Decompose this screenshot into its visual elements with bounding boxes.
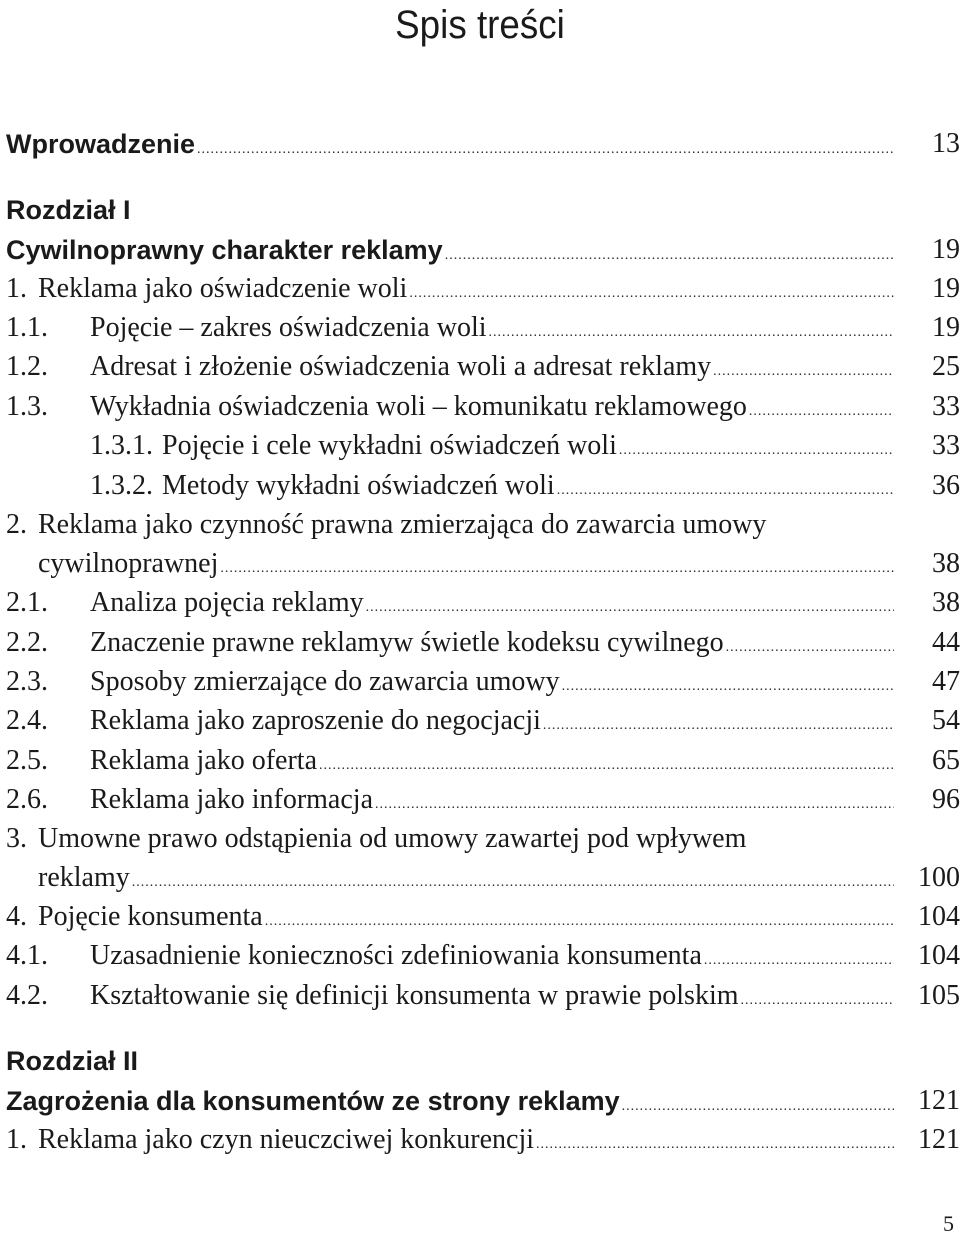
toc-entry-text: Pojęcie konsumenta xyxy=(38,901,263,932)
toc-page-number: 54 xyxy=(932,705,960,736)
toc-page-number: 47 xyxy=(932,666,960,697)
toc-page-number: 25 xyxy=(932,351,960,382)
toc-page-number: 104 xyxy=(918,940,960,971)
leader-dots xyxy=(619,431,894,471)
toc-entry xyxy=(6,976,960,1016)
toc-entry-chapter-1-title xyxy=(6,230,960,270)
toc-entry-text: Reklama jako czynność prawna zmierzająca do zawarcia umowy xyxy=(38,509,767,540)
toc-page-number: 121 xyxy=(918,1124,960,1155)
toc-entry xyxy=(6,741,960,781)
toc-page-number: 19 xyxy=(932,273,960,304)
toc-entry-number: 2.3. xyxy=(6,666,48,697)
leader-dots xyxy=(366,588,894,628)
toc-page-number: 19 xyxy=(932,312,960,343)
chapter-heading-1 xyxy=(6,190,960,230)
toc-entry-text: Znaczenie prawne reklamyw świetle kodeksu cywilnego xyxy=(90,627,724,658)
leader-dots xyxy=(713,352,894,392)
toc-entry xyxy=(6,780,960,820)
toc-page-number: 44 xyxy=(932,627,960,658)
toc-page-number: 121 xyxy=(918,1085,960,1116)
chapter-label: Rozdział II xyxy=(6,1046,139,1076)
toc-entry-text: Wykładnia oświadczenia woli – komunikatu reklamowego xyxy=(90,391,747,422)
toc-entry-number: 2.5. xyxy=(6,745,48,776)
toc-entry-text: Umowne prawo odstąpienia od umowy zawartej pod wpływem xyxy=(38,823,747,854)
toc-entry-text: Zagrożenia dla konsumentów ze strony reklamy xyxy=(6,1086,620,1116)
toc-entry-continuation xyxy=(6,544,960,584)
toc-entry xyxy=(6,662,960,702)
toc-page-number: 33 xyxy=(932,391,960,422)
toc-page-number: 96 xyxy=(932,784,960,815)
toc-entry xyxy=(6,505,960,545)
toc-entry-number: 2.6. xyxy=(6,784,48,815)
toc-entry-number: 4.2. xyxy=(6,980,48,1011)
toc-entry-number: 3. xyxy=(6,823,27,854)
toc-page-number: 19 xyxy=(932,234,960,265)
toc-entry-text: Sposoby zmierzające do zawarcia umowy xyxy=(90,666,560,697)
toc-entry xyxy=(6,936,960,976)
toc-entry xyxy=(6,583,960,623)
toc-page-number: 36 xyxy=(932,470,960,501)
toc-page-number: 13 xyxy=(932,128,960,159)
toc-entry-text: Cywilnoprawny charakter reklamy xyxy=(6,235,443,265)
toc-entry-text: Metody wykładni oświadczeń woli xyxy=(162,470,555,501)
toc-entry xyxy=(6,269,960,309)
toc-entry xyxy=(6,623,960,663)
toc-entry xyxy=(6,426,960,466)
toc-page-number: 105 xyxy=(918,980,960,1011)
toc-entry-wprowadzenie xyxy=(6,124,960,164)
toc-entry xyxy=(6,466,960,506)
toc-entry-number: 1.3.2. xyxy=(90,470,153,501)
toc-entry-text: Reklama jako czyn nieuczciwej konkurencji xyxy=(38,1124,535,1155)
page-title: Spis treści xyxy=(395,3,565,47)
toc-entry-number: 4. xyxy=(6,901,27,932)
toc-entry-number: 1. xyxy=(6,1124,27,1155)
toc-entry-number: 1.1. xyxy=(6,312,48,343)
toc-entry-text: Reklama jako informacja xyxy=(90,784,373,815)
toc-entry-chapter-2-title xyxy=(6,1081,960,1121)
toc-entry-number: 1.3.1. xyxy=(90,430,153,461)
toc-entry-text: Pojęcie – zakres oświadczenia woli xyxy=(90,312,487,343)
leader-dots xyxy=(536,1125,894,1165)
toc-entry xyxy=(6,308,960,348)
toc-entry-text: Reklama jako zaproszenie do negocjacji xyxy=(90,705,541,736)
leader-dots xyxy=(704,941,894,981)
toc-entry-number: 2. xyxy=(6,509,27,540)
toc-page-number: 38 xyxy=(932,548,960,579)
toc-entry-text: Kształtowanie się definicji konsumenta w prawie polskim xyxy=(90,980,739,1011)
toc-entry-text: Analiza pojęcia reklamy xyxy=(90,587,364,618)
toc-page-number: 38 xyxy=(932,587,960,618)
toc-entry xyxy=(6,819,960,859)
leader-dots xyxy=(197,130,894,170)
toc-entry-text: Pojęcie i cele wykładni oświadczeń woli xyxy=(162,430,617,461)
toc-page-number: 100 xyxy=(918,862,960,893)
chapter-label: Rozdział I xyxy=(6,195,131,225)
toc-page-number: 65 xyxy=(932,745,960,776)
toc-entry xyxy=(6,1120,960,1160)
chapter-heading-2 xyxy=(6,1041,960,1081)
toc-entry-text: Uzasadnienie konieczności zdefiniowania konsumenta xyxy=(90,940,702,971)
leader-dots xyxy=(543,706,894,746)
toc-entry-text: Reklama jako oświadczenie woli xyxy=(38,273,408,304)
toc-entry-text: Adresat i złożenie oświadczenia woli a adresat reklamy xyxy=(90,351,712,382)
toc-entry-text: reklamy xyxy=(38,862,130,893)
toc-entry-number: 2.4. xyxy=(6,705,48,736)
page-number: 5 xyxy=(943,1211,954,1236)
toc-entry xyxy=(6,701,960,741)
toc-page-number: 104 xyxy=(918,901,960,932)
toc-entry-text: Reklama jako oferta xyxy=(90,745,318,776)
toc-entry-number: 2.1. xyxy=(6,587,48,618)
leader-dots xyxy=(741,981,894,1021)
toc-entry-number: 1.3. xyxy=(6,391,48,422)
toc-entry-number: 2.2. xyxy=(6,627,48,658)
toc-entry-number: 4.1. xyxy=(6,940,48,971)
toc-entry xyxy=(6,387,960,427)
toc-entry-number: 1. xyxy=(6,273,27,304)
toc-entry-continuation xyxy=(6,858,960,898)
toc-entry xyxy=(6,897,960,937)
toc-entry-number: 1.2. xyxy=(6,351,48,382)
toc-entry-text: Wprowadzenie xyxy=(6,129,196,159)
toc-entry xyxy=(6,347,960,387)
toc-page-number: 33 xyxy=(932,430,960,461)
toc-entry-text: cywilnoprawnej xyxy=(38,548,219,579)
